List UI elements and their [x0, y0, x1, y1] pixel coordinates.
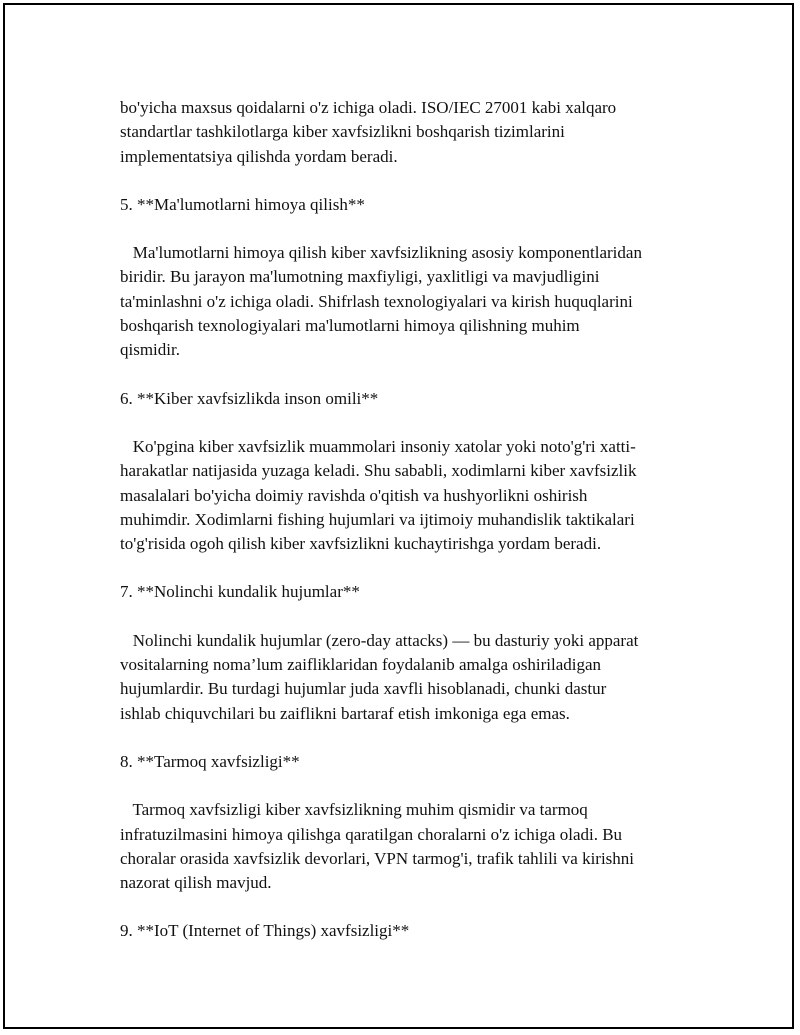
text-line: boshqarish texnologiyalari ma'lumotlarni himoya qilishning muhim	[120, 316, 580, 336]
text-line: masalalari bo'yicha doimiy ravishda o'qitish va hushyorlikni oshirish	[120, 485, 588, 505]
text-line: standartlar tashkilotlarga kiber xavfsizlikni boshqarish tizimlarini	[120, 122, 565, 142]
text-line: choralar orasida xavfsizlik devorlari, VPN tarmog'i, trafik tahlili va kirishni	[120, 848, 635, 868]
text-line: ta'minlashni o'z ichiga oladi. Shifrlash texnologiyalari va kirish huquqlarini	[120, 291, 633, 311]
document-page	[3, 3, 794, 1029]
text-line: Tarmoq xavfsizligi kiber xavfsizlikning muhim qismidir va tarmoq	[120, 800, 588, 820]
section-paragraph-6	[120, 435, 720, 556]
text-line: hujumlardir. Bu turdagi hujumlar juda xavfli hisoblanadi, chunki dastur	[120, 679, 607, 699]
section-heading-8: 8. **Tarmoq xavfsizligi**	[120, 751, 300, 771]
section-heading-9: 9. **IoT (Internet of Things) xavfsizligi**	[120, 921, 410, 941]
text-line: harakatlar natijasida yuzaga keladi. Shu sababli, xodimlarni kiber xavfsizlik	[120, 461, 637, 481]
text-line: Ma'lumotlarni himoya qilish kiber xavfsizlikning asosiy komponentlaridan	[120, 243, 642, 263]
text-line: muhimdir. Xodimlarni fishing hujumlari va ijtimoiy muhandislik taktikalari	[120, 509, 635, 529]
section-heading-6: 6. **Kiber xavfsizlikda inson omili**	[120, 388, 379, 408]
text-line: Ko'pgina kiber xavfsizlik muammolari insoniy xatolar yoki noto'g'ri xatti-	[120, 436, 636, 456]
document-body	[120, 96, 720, 968]
text-line: nazorat qilish mavjud.	[120, 873, 272, 893]
text-line: infratuzilmasini himoya qilishga qaratilgan choralarni o'z ichiga oladi. Bu	[120, 824, 623, 844]
text-line: bo'yicha maxsus qoidalarni o'z ichiga oladi. ISO/IEC 27001 kabi xalqaro	[120, 98, 617, 117]
section-paragraph-5	[120, 241, 720, 362]
text-line: vositalarning noma’lum zaifliklaridan foydalanib amalga oshiriladigan	[120, 655, 602, 675]
text-line: implementatsiya qilishda yordam beradi.	[120, 146, 398, 166]
text-line: Nolinchi kundalik hujumlar (zero-day attacks) — bu dasturiy yoki apparat	[120, 630, 639, 650]
text-line: qismidir.	[120, 340, 180, 360]
section-paragraph-7	[120, 629, 720, 726]
text-line: ishlab chiquvchilari bu zaiflikni bartaraf etish imkoniga ega emas.	[120, 703, 570, 723]
text-line: to'g'risida ogoh qilish kiber xavfsizlikni kuchaytirishga yordam beradi.	[120, 534, 602, 554]
text-line: biridir. Bu jarayon ma'lumotning maxfiyligi, yaxlitligi va mavjudligini	[120, 267, 600, 287]
section-heading-7: 7. **Nolinchi kundalik hujumlar**	[120, 582, 360, 602]
intro-paragraph	[120, 96, 720, 169]
section-heading-5: 5. **Ma'lumotlarni himoya qilish**	[120, 194, 365, 214]
section-paragraph-8	[120, 798, 720, 895]
